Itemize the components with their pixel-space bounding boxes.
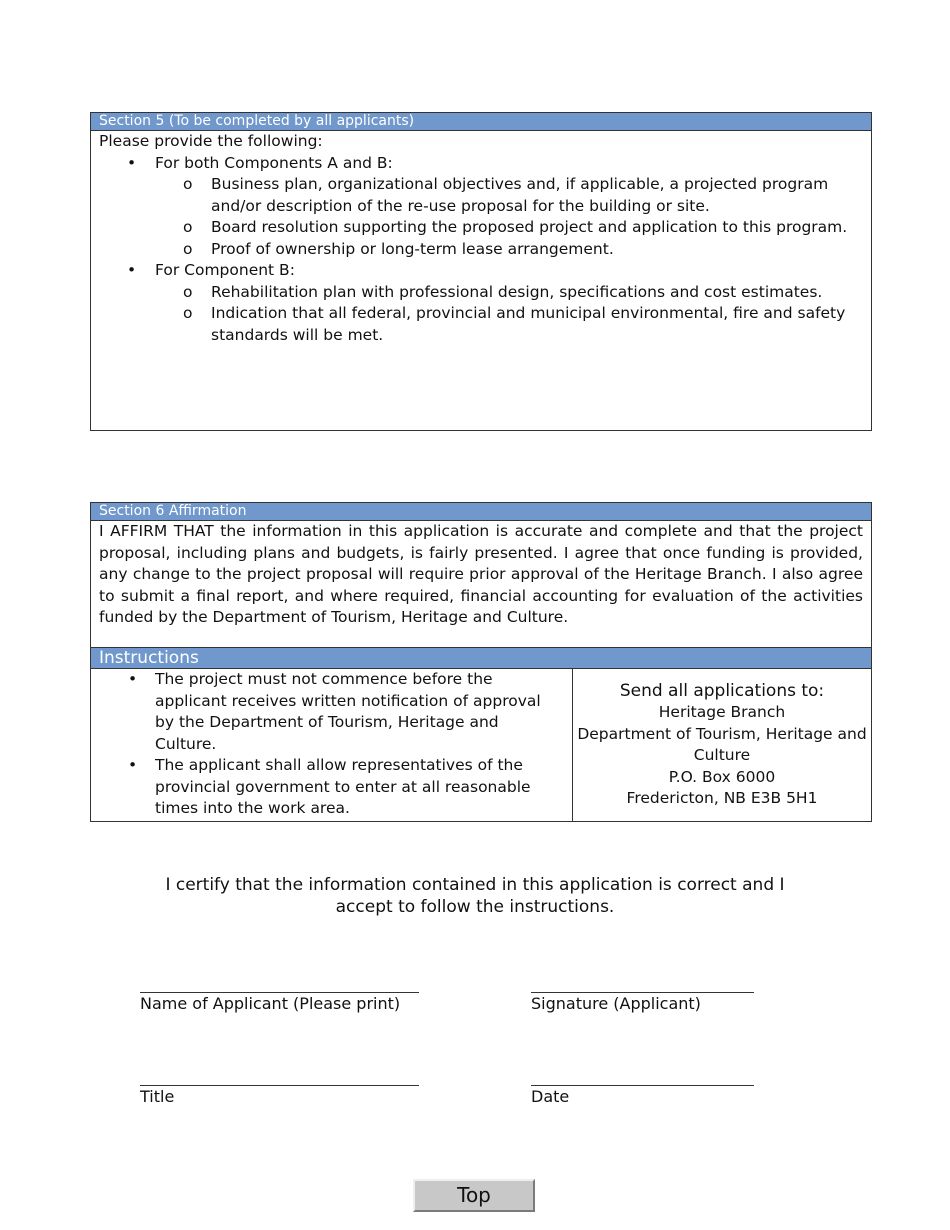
sub-list-item: o Proof of ownership or long-term lease arrangement.: [99, 239, 863, 261]
date-label: Date: [531, 1087, 570, 1106]
signature-line: [140, 992, 419, 993]
address-line: Fredericton, NB E3B 5H1: [626, 789, 818, 807]
mailing-address-cell: [573, 669, 871, 821]
section6-header: Section 6 Affirmation: [91, 503, 871, 521]
send-applications-title: Send all applications to:: [619, 681, 825, 701]
section5-box: [90, 112, 872, 431]
section5-content: [91, 131, 871, 346]
signature-line: [531, 1085, 754, 1086]
applicant-name-field[interactable]: [140, 992, 419, 1014]
list-item-label: For Component B:: [155, 261, 295, 279]
applicant-signature-field[interactable]: [531, 992, 754, 1014]
sub-list-item: o Indication that all federal, provincial and municipal environmental, fire and safety standards will be met.: [99, 303, 863, 346]
applicant-name-label: Name of Applicant (Please print): [140, 994, 401, 1013]
title-field[interactable]: [140, 1085, 419, 1107]
address-line: Department of Tourism, Heritage and Culture: [577, 724, 867, 764]
title-label: Title: [140, 1087, 175, 1106]
sub-list: [155, 282, 863, 347]
section5-list: [99, 153, 863, 347]
list-item-label: For both Components A and B:: [155, 153, 393, 172]
sub-list-item: o Rehabilitation plan with professional design, specifications and cost estimates.: [99, 282, 863, 304]
instructions-list-cell: [91, 669, 573, 821]
section5-header: Section 5 (To be completed by all applicants): [91, 113, 871, 131]
instructions-row: [91, 669, 871, 821]
section5-intro: Please provide the following:: [99, 132, 323, 150]
date-field[interactable]: [531, 1085, 754, 1107]
instruction-item: • The project must not commence before the applicant receives written notification of approval by the Department of Tourism, Heritage and Culture.: [91, 669, 560, 755]
sub-list: [155, 174, 863, 260]
address-line: P.O. Box 6000: [668, 767, 776, 786]
certification-statement: I certify that the information contained in this application is correct and I accept to follow the instructions.: [165, 875, 785, 917]
affirmation-text: I AFFIRM THAT the information in this application is accurate and complete and that the project proposal, including plans and budgets, is fairly presented. I agree that once funding is provided, any change to the project proposal will require prior approval of the Heritage Branch. I also agree to submit a final report, and where required, financial accounting for evaluation of the activities funded by the Department of Tourism, Heritage and Culture.: [91, 521, 871, 648]
address-line: Heritage Branch: [658, 703, 786, 721]
sub-list-item: o Board resolution supporting the proposed project and application to this program.: [99, 217, 863, 239]
list-item: [99, 260, 863, 346]
section6-box: [90, 502, 872, 822]
instructions-header: Instructions: [91, 648, 871, 669]
list-item: [99, 153, 863, 261]
instruction-item: • The applicant shall allow representatives of the provincial government to enter at all reasonable times into the work area.: [91, 755, 560, 820]
sub-list-item: o Business plan, organizational objectives and, if applicable, a projected program and/or description of the re-use proposal for the building or site.: [99, 174, 863, 217]
top-button[interactable]: Top: [413, 1179, 535, 1212]
applicant-signature-label: Signature (Applicant): [531, 994, 701, 1013]
signature-line: [531, 992, 754, 993]
signature-line: [140, 1085, 419, 1086]
instructions-list: [91, 669, 560, 820]
